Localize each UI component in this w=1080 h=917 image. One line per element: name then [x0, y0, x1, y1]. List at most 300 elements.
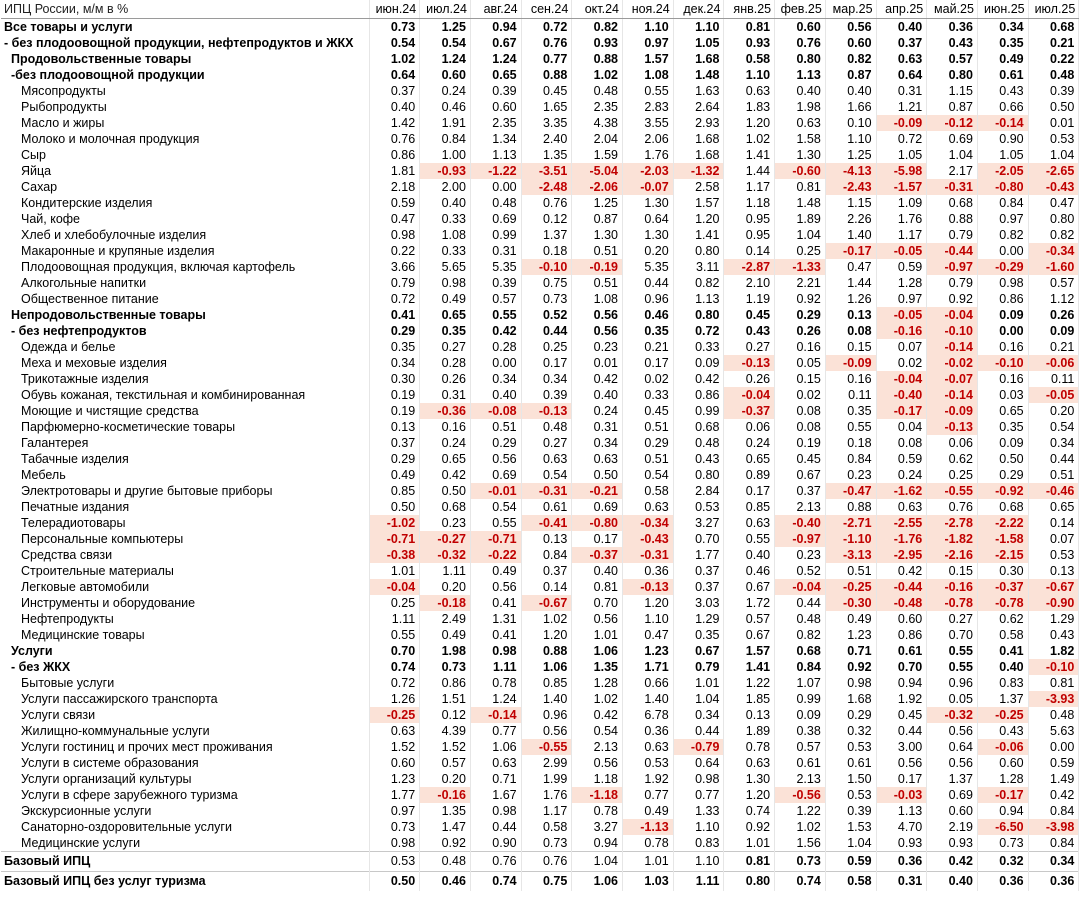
- value-cell: 0.88: [927, 211, 978, 227]
- value-cell: 0.59: [876, 451, 927, 467]
- value-cell: 0.47: [825, 259, 876, 275]
- value-cell: 0.49: [420, 627, 471, 643]
- value-cell: 0.09: [977, 435, 1028, 451]
- value-cell: 0.51: [623, 419, 674, 435]
- value-cell: 0.64: [623, 211, 674, 227]
- value-cell: 0.43: [977, 723, 1028, 739]
- value-cell: 0.36: [876, 852, 927, 872]
- value-cell: 0.39: [470, 275, 521, 291]
- value-cell: 1.85: [724, 691, 775, 707]
- value-cell: 0.57: [470, 291, 521, 307]
- value-cell: 0.05: [927, 691, 978, 707]
- value-cell: 0.62: [977, 611, 1028, 627]
- value-cell: -0.37: [724, 403, 775, 419]
- value-cell: 0.58: [977, 627, 1028, 643]
- value-cell: 0.57: [724, 611, 775, 627]
- value-cell: 1.48: [775, 195, 826, 211]
- row-label: Моющие и чистящие средства: [1, 403, 369, 419]
- row-label: Макаронные и крупяные изделия: [1, 243, 369, 259]
- value-cell: 0.85: [369, 483, 420, 499]
- value-cell: 1.08: [572, 291, 623, 307]
- row-label: Меха и меховые изделия: [1, 355, 369, 371]
- value-cell: 1.05: [977, 147, 1028, 163]
- value-cell: -0.32: [927, 707, 978, 723]
- value-cell: -2.22: [977, 515, 1028, 531]
- value-cell: 0.98: [369, 835, 420, 852]
- value-cell: 2.19: [927, 819, 978, 835]
- value-cell: 0.35: [825, 403, 876, 419]
- value-cell: 1.10: [724, 67, 775, 83]
- value-cell: 1.11: [673, 872, 724, 892]
- value-cell: 0.40: [825, 83, 876, 99]
- value-cell: 1.91: [420, 115, 471, 131]
- value-cell: -0.34: [1028, 243, 1079, 259]
- value-cell: 1.37: [977, 691, 1028, 707]
- value-cell: 0.16: [977, 371, 1028, 387]
- value-cell: 0.97: [876, 291, 927, 307]
- value-cell: 0.71: [470, 771, 521, 787]
- value-cell: 4.38: [572, 115, 623, 131]
- value-cell: -0.06: [977, 739, 1028, 755]
- value-cell: 0.69: [927, 787, 978, 803]
- value-cell: 2.35: [572, 99, 623, 115]
- value-cell: 1.28: [876, 275, 927, 291]
- value-cell: 0.78: [623, 835, 674, 852]
- value-cell: 0.83: [977, 675, 1028, 691]
- value-cell: 0.39: [1028, 83, 1079, 99]
- value-cell: 0.43: [977, 83, 1028, 99]
- value-cell: 0.17: [521, 355, 572, 371]
- value-cell: 0.12: [420, 707, 471, 723]
- value-cell: 0.80: [724, 872, 775, 892]
- value-cell: 1.37: [927, 771, 978, 787]
- value-cell: 0.08: [876, 435, 927, 451]
- row-label: Электротовары и другие бытовые приборы: [1, 483, 369, 499]
- value-cell: -0.38: [369, 547, 420, 563]
- value-cell: -0.80: [977, 179, 1028, 195]
- value-cell: 1.03: [623, 872, 674, 892]
- value-cell: -0.04: [927, 307, 978, 323]
- value-cell: 0.56: [572, 755, 623, 771]
- value-cell: 0.02: [623, 371, 674, 387]
- value-cell: 0.34: [977, 19, 1028, 36]
- value-cell: 0.77: [673, 787, 724, 803]
- table-row: [1, 819, 1079, 835]
- value-cell: 0.20: [623, 243, 674, 259]
- value-cell: 5.63: [1028, 723, 1079, 739]
- value-cell: -0.43: [1028, 179, 1079, 195]
- value-cell: 0.31: [470, 243, 521, 259]
- value-cell: 0.50: [420, 483, 471, 499]
- row-label: Общественное питание: [1, 291, 369, 307]
- value-cell: 0.51: [572, 243, 623, 259]
- value-cell: 2.06: [623, 131, 674, 147]
- value-cell: -0.31: [623, 547, 674, 563]
- value-cell: 0.88: [521, 643, 572, 659]
- value-cell: 0.63: [876, 499, 927, 515]
- value-cell: 0.44: [1028, 451, 1079, 467]
- table-row: [1, 179, 1079, 195]
- value-cell: 0.62: [927, 451, 978, 467]
- value-cell: 0.21: [1028, 35, 1079, 51]
- value-cell: 1.22: [724, 675, 775, 691]
- value-cell: 0.32: [977, 852, 1028, 872]
- value-cell: -0.25: [825, 579, 876, 595]
- value-cell: -0.04: [724, 387, 775, 403]
- value-cell: 1.24: [470, 691, 521, 707]
- value-cell: 5.65: [420, 259, 471, 275]
- value-cell: 0.40: [876, 19, 927, 36]
- value-cell: -0.17: [876, 403, 927, 419]
- value-cell: 0.12: [521, 211, 572, 227]
- table-row: [1, 371, 1079, 387]
- value-cell: 0.63: [876, 51, 927, 67]
- value-cell: 0.42: [572, 371, 623, 387]
- value-cell: 0.82: [673, 275, 724, 291]
- value-cell: -0.93: [420, 163, 471, 179]
- value-cell: 0.01: [572, 355, 623, 371]
- value-cell: 0.68: [775, 643, 826, 659]
- value-cell: 1.83: [724, 99, 775, 115]
- value-cell: 0.86: [420, 675, 471, 691]
- value-cell: 1.24: [420, 51, 471, 67]
- value-cell: -0.29: [977, 259, 1028, 275]
- table-row: [1, 403, 1079, 419]
- value-cell: -0.19: [572, 259, 623, 275]
- value-cell: 0.44: [623, 275, 674, 291]
- table-row: [1, 307, 1079, 323]
- value-cell: 0.41: [369, 307, 420, 323]
- value-cell: 0.49: [470, 563, 521, 579]
- row-label: Телерадиотовары: [1, 515, 369, 531]
- value-cell: 1.67: [470, 787, 521, 803]
- value-cell: 0.83: [673, 835, 724, 852]
- value-cell: 0.68: [420, 499, 471, 515]
- row-label: Масло и жиры: [1, 115, 369, 131]
- table-row: [1, 707, 1079, 723]
- value-cell: 1.29: [1028, 611, 1079, 627]
- row-label: Яйца: [1, 163, 369, 179]
- value-cell: 0.46: [623, 307, 674, 323]
- value-cell: 0.92: [825, 659, 876, 675]
- value-cell: -2.95: [876, 547, 927, 563]
- value-cell: 0.65: [470, 67, 521, 83]
- value-cell: 0.70: [927, 627, 978, 643]
- value-cell: 1.76: [876, 211, 927, 227]
- value-cell: 0.42: [1028, 787, 1079, 803]
- value-cell: 1.57: [623, 51, 674, 67]
- value-cell: 0.64: [927, 739, 978, 755]
- row-label: Трикотажные изделия: [1, 371, 369, 387]
- value-cell: -3.51: [521, 163, 572, 179]
- value-cell: 0.86: [673, 387, 724, 403]
- value-cell: 1.02: [775, 819, 826, 835]
- value-cell: 2.21: [775, 275, 826, 291]
- row-label: Легковые автомобили: [1, 579, 369, 595]
- value-cell: -0.31: [927, 179, 978, 195]
- month-header: сен.24: [521, 0, 572, 19]
- value-cell: 0.78: [724, 739, 775, 755]
- value-cell: 0.60: [825, 35, 876, 51]
- value-cell: 1.15: [927, 83, 978, 99]
- value-cell: -0.05: [876, 307, 927, 323]
- value-cell: 0.45: [724, 307, 775, 323]
- value-cell: 0.70: [673, 531, 724, 547]
- value-cell: 0.35: [420, 323, 471, 339]
- value-cell: -1.22: [470, 163, 521, 179]
- row-label: Экскурсионные услуги: [1, 803, 369, 819]
- value-cell: 0.92: [724, 819, 775, 835]
- table-row: [1, 275, 1079, 291]
- value-cell: -3.13: [825, 547, 876, 563]
- value-cell: -2.65: [1028, 163, 1079, 179]
- value-cell: 0.57: [1028, 275, 1079, 291]
- value-cell: 0.21: [1028, 339, 1079, 355]
- row-label: Чай, кофе: [1, 211, 369, 227]
- value-cell: 0.55: [369, 627, 420, 643]
- value-cell: 0.58: [623, 483, 674, 499]
- value-cell: -0.18: [420, 595, 471, 611]
- value-cell: 0.82: [572, 19, 623, 36]
- value-cell: 0.80: [673, 307, 724, 323]
- value-cell: 0.57: [775, 739, 826, 755]
- value-cell: 0.68: [673, 419, 724, 435]
- value-cell: 0.53: [673, 499, 724, 515]
- value-cell: 1.41: [673, 227, 724, 243]
- value-cell: 0.35: [977, 419, 1028, 435]
- value-cell: -1.57: [876, 179, 927, 195]
- value-cell: 2.99: [521, 755, 572, 771]
- value-cell: 0.25: [775, 243, 826, 259]
- value-cell: 0.56: [521, 723, 572, 739]
- value-cell: 0.68: [1028, 19, 1079, 36]
- value-cell: 1.00: [420, 147, 471, 163]
- value-cell: 0.63: [623, 499, 674, 515]
- value-cell: 1.31: [470, 611, 521, 627]
- value-cell: 0.45: [623, 403, 674, 419]
- row-label: Печатные издания: [1, 499, 369, 515]
- table-row: [1, 643, 1079, 659]
- value-cell: 1.10: [673, 19, 724, 36]
- value-cell: 0.88: [572, 51, 623, 67]
- value-cell: 1.50: [825, 771, 876, 787]
- value-cell: -1.32: [673, 163, 724, 179]
- value-cell: 0.65: [977, 403, 1028, 419]
- value-cell: 1.25: [825, 147, 876, 163]
- value-cell: -2.16: [927, 547, 978, 563]
- row-label: Молоко и молочная продукция: [1, 131, 369, 147]
- value-cell: 0.98: [825, 675, 876, 691]
- table-row: [1, 339, 1079, 355]
- value-cell: 0.94: [470, 19, 521, 36]
- row-label: Услуги гостиниц и прочих мест проживания: [1, 739, 369, 755]
- value-cell: 0.54: [420, 35, 471, 51]
- table-row: [1, 852, 1079, 872]
- value-cell: 0.53: [825, 739, 876, 755]
- value-cell: 4.70: [876, 819, 927, 835]
- value-cell: 0.84: [825, 451, 876, 467]
- value-cell: -0.44: [927, 243, 978, 259]
- row-label: Базовый ИПЦ: [1, 852, 369, 872]
- table-row: [1, 723, 1079, 739]
- row-label: -без плодоовощной продукции: [1, 67, 369, 83]
- row-label: Хлеб и хлебобулочные изделия: [1, 227, 369, 243]
- value-cell: 0.68: [977, 499, 1028, 515]
- value-cell: 1.98: [775, 99, 826, 115]
- value-cell: 0.53: [1028, 131, 1079, 147]
- value-cell: 0.93: [572, 35, 623, 51]
- value-cell: 0.44: [470, 819, 521, 835]
- value-cell: 0.54: [521, 467, 572, 483]
- value-cell: -1.10: [825, 531, 876, 547]
- value-cell: 0.55: [623, 83, 674, 99]
- value-cell: 1.44: [825, 275, 876, 291]
- value-cell: 2.40: [521, 131, 572, 147]
- value-cell: 1.98: [420, 643, 471, 659]
- value-cell: -2.55: [876, 515, 927, 531]
- value-cell: 0.96: [521, 707, 572, 723]
- value-cell: 1.23: [369, 771, 420, 787]
- value-cell: 1.04: [927, 147, 978, 163]
- value-cell: 0.97: [977, 211, 1028, 227]
- value-cell: -0.30: [825, 595, 876, 611]
- value-cell: 0.73: [977, 835, 1028, 852]
- value-cell: 1.10: [673, 852, 724, 872]
- value-cell: -2.87: [724, 259, 775, 275]
- value-cell: 0.89: [724, 467, 775, 483]
- value-cell: 0.15: [775, 371, 826, 387]
- row-label: Медицинские услуги: [1, 835, 369, 852]
- value-cell: 0.77: [470, 723, 521, 739]
- value-cell: 0.23: [420, 515, 471, 531]
- table-row: [1, 595, 1079, 611]
- value-cell: 1.06: [521, 659, 572, 675]
- value-cell: 0.20: [1028, 403, 1079, 419]
- value-cell: 0.40: [369, 99, 420, 115]
- value-cell: 0.74: [470, 872, 521, 892]
- value-cell: 1.30: [623, 227, 674, 243]
- row-label: Рыбопродукты: [1, 99, 369, 115]
- value-cell: 0.76: [927, 499, 978, 515]
- table-row: [1, 19, 1079, 36]
- value-cell: 1.33: [673, 803, 724, 819]
- value-cell: 1.13: [673, 291, 724, 307]
- value-cell: -0.14: [470, 707, 521, 723]
- value-cell: 1.10: [623, 611, 674, 627]
- value-cell: 0.80: [1028, 211, 1079, 227]
- row-label: Обувь кожаная, текстильная и комбинированная: [1, 387, 369, 403]
- value-cell: -0.78: [977, 595, 1028, 611]
- value-cell: 1.30: [572, 227, 623, 243]
- value-cell: 0.31: [876, 872, 927, 892]
- value-cell: 0.92: [927, 291, 978, 307]
- value-cell: 3.03: [673, 595, 724, 611]
- value-cell: 1.13: [775, 67, 826, 83]
- table-row: [1, 291, 1079, 307]
- row-label: Услуги: [1, 643, 369, 659]
- value-cell: 0.28: [470, 339, 521, 355]
- value-cell: 0.85: [724, 499, 775, 515]
- value-cell: 0.74: [724, 803, 775, 819]
- value-cell: 0.41: [470, 627, 521, 643]
- value-cell: 0.73: [369, 819, 420, 835]
- value-cell: -0.09: [876, 115, 927, 131]
- value-cell: 0.33: [420, 243, 471, 259]
- value-cell: 1.12: [1028, 291, 1079, 307]
- value-cell: -0.40: [876, 387, 927, 403]
- month-header: июл.25: [1028, 0, 1079, 19]
- value-cell: -0.46: [1028, 483, 1079, 499]
- value-cell: 0.97: [369, 803, 420, 819]
- value-cell: 1.04: [1028, 147, 1079, 163]
- value-cell: 0.01: [1028, 115, 1079, 131]
- value-cell: -1.60: [1028, 259, 1079, 275]
- value-cell: 1.56: [775, 835, 826, 852]
- value-cell: 3.55: [623, 115, 674, 131]
- table-row: [1, 131, 1079, 147]
- value-cell: 0.34: [369, 355, 420, 371]
- value-cell: -5.98: [876, 163, 927, 179]
- table-row: [1, 872, 1079, 892]
- table-row: [1, 675, 1079, 691]
- value-cell: 0.61: [977, 67, 1028, 83]
- value-cell: 0.32: [825, 723, 876, 739]
- value-cell: 0.24: [420, 83, 471, 99]
- value-cell: 0.42: [420, 467, 471, 483]
- value-cell: 0.37: [673, 579, 724, 595]
- value-cell: 1.06: [470, 739, 521, 755]
- table-row: [1, 483, 1079, 499]
- value-cell: 1.13: [470, 147, 521, 163]
- value-cell: 1.01: [369, 563, 420, 579]
- value-cell: 0.40: [572, 563, 623, 579]
- value-cell: -0.04: [369, 579, 420, 595]
- value-cell: 1.05: [876, 147, 927, 163]
- value-cell: 0.63: [724, 83, 775, 99]
- value-cell: -0.44: [876, 579, 927, 595]
- table-row: [1, 451, 1079, 467]
- value-cell: -0.97: [775, 531, 826, 547]
- value-cell: -1.13: [623, 819, 674, 835]
- value-cell: 0.98: [673, 771, 724, 787]
- value-cell: 0.24: [420, 435, 471, 451]
- value-cell: 0.86: [369, 147, 420, 163]
- value-cell: 0.67: [470, 35, 521, 51]
- value-cell: 0.81: [1028, 675, 1079, 691]
- value-cell: 0.37: [521, 563, 572, 579]
- value-cell: 0.23: [825, 467, 876, 483]
- value-cell: 1.35: [420, 803, 471, 819]
- table-row: [1, 35, 1079, 51]
- value-cell: -0.92: [977, 483, 1028, 499]
- value-cell: 2.10: [724, 275, 775, 291]
- value-cell: -0.08: [470, 403, 521, 419]
- value-cell: 1.08: [420, 227, 471, 243]
- value-cell: 0.51: [1028, 467, 1079, 483]
- value-cell: 0.61: [521, 499, 572, 515]
- value-cell: 0.76: [775, 35, 826, 51]
- value-cell: 0.63: [724, 755, 775, 771]
- value-cell: 0.79: [927, 275, 978, 291]
- value-cell: 2.58: [673, 179, 724, 195]
- value-cell: 0.23: [572, 339, 623, 355]
- value-cell: 0.39: [470, 83, 521, 99]
- value-cell: -0.40: [775, 515, 826, 531]
- value-cell: -0.80: [572, 515, 623, 531]
- value-cell: -0.10: [927, 323, 978, 339]
- value-cell: 1.20: [724, 787, 775, 803]
- value-cell: 0.50: [369, 499, 420, 515]
